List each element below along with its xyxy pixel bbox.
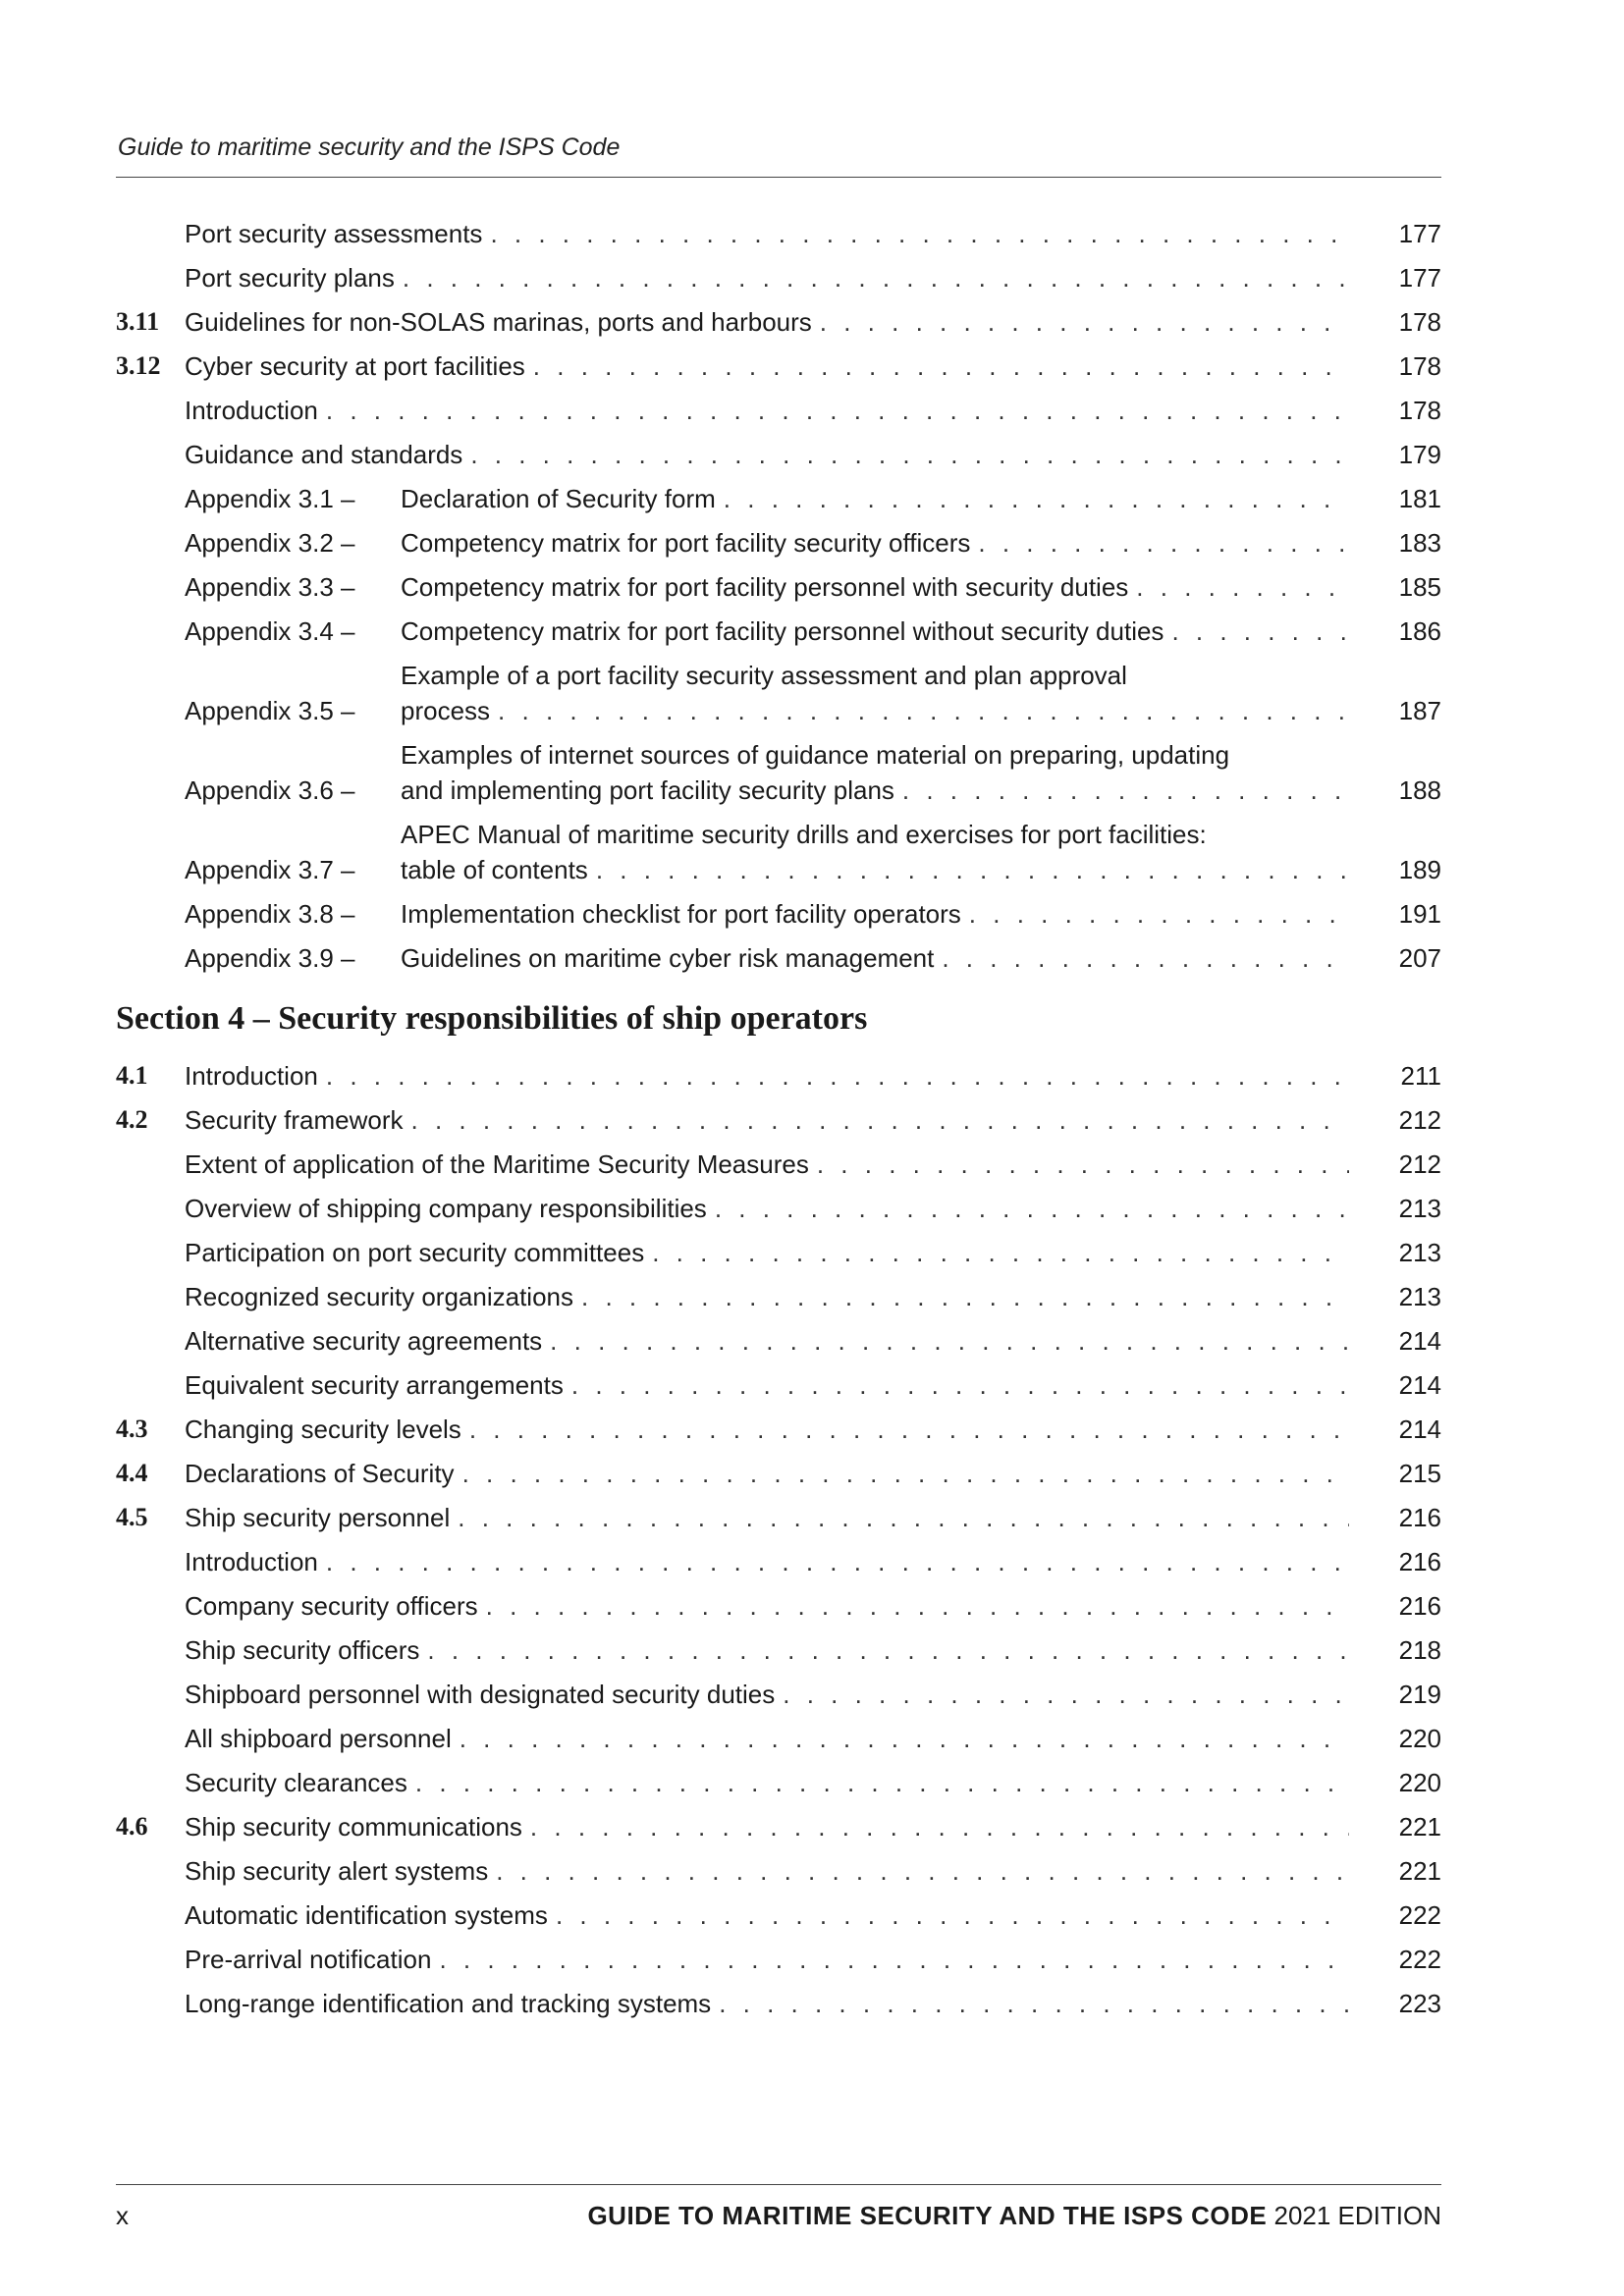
toc-entry[interactable] bbox=[116, 1279, 1441, 1314]
entry-title bbox=[185, 1456, 1353, 1491]
page-number: 178 bbox=[1398, 396, 1441, 425]
entry-title bbox=[185, 260, 1353, 295]
entry-title bbox=[185, 1191, 1353, 1226]
page-number: 179 bbox=[1398, 440, 1441, 469]
entry-title-line: Declaration of Security form bbox=[401, 484, 716, 513]
dot-leader bbox=[820, 304, 1349, 340]
entry-title bbox=[185, 1544, 1353, 1579]
entry-title-last-line bbox=[185, 1544, 1353, 1579]
dot-leader bbox=[403, 260, 1349, 295]
entry-title-line: Cyber security at port facilities bbox=[185, 351, 525, 381]
entry-title bbox=[185, 1147, 1353, 1182]
entry-title-line: Security framework bbox=[185, 1105, 404, 1135]
entry-body bbox=[185, 1456, 1353, 1491]
page-number: 221 bbox=[1398, 1856, 1441, 1886]
toc-entry[interactable] bbox=[116, 1765, 1441, 1800]
page-number: 185 bbox=[1398, 572, 1441, 602]
entry-body bbox=[185, 1323, 1353, 1359]
entry-body bbox=[185, 1235, 1353, 1270]
toc-entry[interactable] bbox=[116, 348, 1441, 384]
entry-title-last-line bbox=[185, 1058, 1353, 1094]
page-number: 207 bbox=[1398, 943, 1441, 973]
entry-title bbox=[401, 525, 1353, 561]
entry-body bbox=[185, 737, 1353, 808]
page-number: 212 bbox=[1398, 1149, 1441, 1179]
toc-entry[interactable] bbox=[116, 260, 1441, 295]
entry-body bbox=[185, 1412, 1353, 1447]
entry-body bbox=[185, 1367, 1353, 1403]
entry-title-last-line bbox=[401, 852, 1353, 887]
entry-title bbox=[401, 614, 1353, 649]
page-number: 188 bbox=[1398, 775, 1441, 805]
section-number: 4.2 bbox=[116, 1105, 148, 1134]
entry-title bbox=[185, 393, 1353, 428]
entry-title bbox=[185, 1412, 1353, 1447]
entry-body bbox=[185, 1721, 1353, 1756]
dot-leader bbox=[486, 1588, 1349, 1624]
dot-leader bbox=[1171, 614, 1349, 649]
toc-entry[interactable] bbox=[116, 1500, 1441, 1535]
entry-title-line: Extent of application of the Maritime Security Measures bbox=[185, 1149, 809, 1179]
toc-entry[interactable] bbox=[116, 817, 1441, 887]
dot-leader bbox=[978, 525, 1349, 561]
dot-leader bbox=[724, 481, 1349, 516]
appendix-label: Appendix 3.8 – bbox=[185, 899, 355, 929]
entry-body bbox=[185, 1809, 1353, 1844]
dot-leader bbox=[469, 1412, 1349, 1447]
entry-title-last-line bbox=[185, 348, 1353, 384]
entry-title bbox=[185, 1323, 1353, 1359]
entry-title bbox=[401, 658, 1353, 728]
entry-title-last-line bbox=[185, 1500, 1353, 1535]
page-number: 221 bbox=[1398, 1812, 1441, 1842]
page-number: 187 bbox=[1398, 696, 1441, 725]
entry-body bbox=[185, 1942, 1353, 1977]
toc-entry[interactable] bbox=[116, 737, 1441, 808]
entry-body bbox=[185, 348, 1353, 384]
entry-title-last-line bbox=[185, 1765, 1353, 1800]
entry-title-line: Implementation checklist for port facility operators bbox=[401, 899, 961, 929]
entry-title-last-line bbox=[401, 693, 1353, 728]
section-number: 4.1 bbox=[116, 1061, 148, 1090]
entry-title-line: Ship security alert systems bbox=[185, 1856, 489, 1886]
entry-title-last-line bbox=[185, 393, 1353, 428]
dot-leader bbox=[817, 1147, 1349, 1182]
entry-body bbox=[185, 1058, 1353, 1094]
section-number: 4.5 bbox=[116, 1503, 148, 1531]
page-number: 220 bbox=[1398, 1724, 1441, 1753]
toc-entry[interactable] bbox=[116, 1588, 1441, 1624]
entry-title-last-line bbox=[185, 1147, 1353, 1182]
entry-title-line: Introduction bbox=[185, 1547, 318, 1576]
page-number: 177 bbox=[1398, 263, 1441, 293]
toc-entry[interactable] bbox=[116, 1367, 1441, 1403]
dot-leader bbox=[439, 1942, 1349, 1977]
page-number: 189 bbox=[1398, 855, 1441, 884]
toc-entry[interactable] bbox=[116, 658, 1441, 728]
entry-title-last-line bbox=[185, 1102, 1353, 1138]
entry-title-line: Ship security officers bbox=[185, 1635, 420, 1665]
entry-title-last-line bbox=[185, 1588, 1353, 1624]
toc-entry[interactable] bbox=[116, 1632, 1441, 1668]
entry-title-last-line bbox=[185, 437, 1353, 472]
entry-title-last-line bbox=[401, 773, 1353, 808]
page-number: 214 bbox=[1398, 1326, 1441, 1356]
entry-title-line: Shipboard personnel with designated security duties bbox=[185, 1680, 776, 1709]
entry-title bbox=[401, 817, 1353, 887]
entry-body bbox=[185, 525, 1353, 561]
page-number: 213 bbox=[1398, 1282, 1441, 1311]
appendix-label: Appendix 3.9 – bbox=[185, 943, 355, 973]
entry-title-line: Guidelines for non-SOLAS marinas, ports and harbours bbox=[185, 307, 812, 337]
entry-body bbox=[185, 569, 1353, 605]
entry-title-last-line bbox=[185, 1191, 1353, 1226]
entry-title-last-line bbox=[401, 525, 1353, 561]
entry-title bbox=[185, 437, 1353, 472]
entry-title bbox=[185, 1809, 1353, 1844]
toc-entry[interactable] bbox=[116, 304, 1441, 340]
page-number: 216 bbox=[1398, 1591, 1441, 1621]
entry-title bbox=[185, 1102, 1353, 1138]
entry-title-last-line bbox=[185, 1853, 1353, 1889]
entry-body bbox=[185, 1853, 1353, 1889]
toc-entry[interactable] bbox=[116, 1677, 1441, 1712]
section-number: 4.3 bbox=[116, 1415, 148, 1443]
entry-body bbox=[185, 260, 1353, 295]
page-number: 214 bbox=[1398, 1415, 1441, 1444]
appendix-label: Appendix 3.2 – bbox=[185, 528, 355, 558]
dot-leader bbox=[1136, 569, 1349, 605]
entry-title-last-line bbox=[185, 260, 1353, 295]
entry-title-last-line bbox=[401, 481, 1353, 516]
dot-leader bbox=[556, 1897, 1349, 1933]
dot-leader bbox=[783, 1677, 1349, 1712]
toc-entry[interactable] bbox=[116, 1102, 1441, 1138]
toc-entry[interactable] bbox=[116, 569, 1441, 605]
entry-title bbox=[185, 1632, 1353, 1668]
entry-body bbox=[185, 216, 1353, 251]
table-of-contents bbox=[116, 216, 1441, 2030]
entry-body bbox=[185, 1544, 1353, 1579]
dot-leader bbox=[326, 1058, 1349, 1094]
entry-title-line: Competency matrix for port facility personnel without security duties bbox=[401, 616, 1164, 646]
entry-body bbox=[185, 1279, 1353, 1314]
entry-title bbox=[185, 1367, 1353, 1403]
entry-title-line: process bbox=[401, 696, 491, 725]
entry-title-line: Introduction bbox=[185, 1061, 318, 1091]
toc-entry[interactable] bbox=[116, 1323, 1441, 1359]
entry-title bbox=[185, 1897, 1353, 1933]
entry-title-line: Pre-arrival notification bbox=[185, 1945, 432, 1974]
page-number: 191 bbox=[1398, 899, 1441, 929]
toc-entry[interactable] bbox=[116, 1986, 1441, 2021]
entry-title-last-line bbox=[185, 1897, 1353, 1933]
dot-leader bbox=[942, 940, 1349, 976]
entry-title-last-line bbox=[401, 614, 1353, 649]
toc-entry[interactable] bbox=[116, 1147, 1441, 1182]
dot-leader bbox=[458, 1500, 1349, 1535]
entry-title-line: Competency matrix for port facility personnel with security duties bbox=[401, 572, 1129, 602]
toc-entry[interactable] bbox=[116, 614, 1441, 649]
page-number: 223 bbox=[1398, 1989, 1441, 2018]
entry-title bbox=[185, 1588, 1353, 1624]
entry-title bbox=[185, 1853, 1353, 1889]
dot-leader bbox=[496, 1853, 1349, 1889]
dot-leader bbox=[533, 348, 1349, 384]
entry-title bbox=[185, 348, 1353, 384]
dot-leader bbox=[969, 896, 1349, 932]
dot-leader bbox=[490, 216, 1349, 251]
toc-entry[interactable] bbox=[116, 1721, 1441, 1756]
entry-title-last-line bbox=[185, 1809, 1353, 1844]
entry-title-line: Recognized security organizations bbox=[185, 1282, 573, 1311]
entry-title-last-line bbox=[185, 1412, 1353, 1447]
entry-title-line: Automatic identification systems bbox=[185, 1900, 548, 1930]
section-number: 4.6 bbox=[116, 1812, 148, 1841]
entry-body bbox=[185, 304, 1353, 340]
entry-body bbox=[185, 437, 1353, 472]
page-footer bbox=[116, 2201, 1441, 2231]
toc-entry[interactable] bbox=[116, 1456, 1441, 1491]
dot-leader bbox=[326, 1544, 1349, 1579]
page-number: 212 bbox=[1398, 1105, 1441, 1135]
toc-entry[interactable] bbox=[116, 1853, 1441, 1889]
entry-title-line: Ship security personnel bbox=[185, 1503, 451, 1532]
entry-title-last-line bbox=[185, 1942, 1353, 1977]
toc-section-4-entries bbox=[116, 1058, 1441, 2021]
entry-title bbox=[401, 737, 1353, 808]
dot-leader bbox=[462, 1456, 1349, 1491]
entry-body bbox=[185, 1147, 1353, 1182]
page-number: 218 bbox=[1398, 1635, 1441, 1665]
toc-entry[interactable] bbox=[116, 1191, 1441, 1226]
entry-body bbox=[185, 817, 1353, 887]
page-number: 214 bbox=[1398, 1370, 1441, 1400]
header-rule bbox=[116, 177, 1441, 178]
toc-entry[interactable] bbox=[116, 896, 1441, 932]
page-number: 219 bbox=[1398, 1680, 1441, 1709]
page-number: 216 bbox=[1398, 1547, 1441, 1576]
dot-leader bbox=[427, 1632, 1349, 1668]
page-number: 216 bbox=[1398, 1503, 1441, 1532]
entry-title-line: Alternative security agreements bbox=[185, 1326, 543, 1356]
page-number-label: x bbox=[116, 2201, 129, 2230]
dot-leader bbox=[498, 693, 1349, 728]
page-number: 215 bbox=[1398, 1459, 1441, 1488]
entry-title-line: Port security assessments bbox=[185, 219, 483, 248]
entry-body bbox=[185, 940, 1353, 976]
toc-entry[interactable] bbox=[116, 1058, 1441, 1094]
entry-title-line: Examples of internet sources of guidance material on preparing, updating bbox=[401, 740, 1230, 770]
footer-title bbox=[587, 2201, 1441, 2231]
entry-title bbox=[401, 481, 1353, 516]
toc-entry[interactable] bbox=[116, 1897, 1441, 1933]
section-number: 3.12 bbox=[116, 351, 161, 380]
entry-title-line: Overview of shipping company responsibilities bbox=[185, 1194, 707, 1223]
entry-title-line: Port security plans bbox=[185, 263, 395, 293]
appendix-label: Appendix 3.3 – bbox=[185, 572, 355, 602]
appendix-label: Appendix 3.6 – bbox=[185, 775, 355, 805]
dot-leader bbox=[326, 393, 1349, 428]
entry-title-last-line bbox=[401, 896, 1353, 932]
entry-title-last-line bbox=[185, 1367, 1353, 1403]
toc-entry[interactable] bbox=[116, 216, 1441, 251]
entry-body bbox=[185, 1765, 1353, 1800]
entry-body bbox=[185, 1897, 1353, 1933]
entry-title-line: Guidelines on maritime cyber risk management bbox=[401, 943, 935, 973]
entry-body bbox=[185, 1191, 1353, 1226]
page-number: 222 bbox=[1398, 1900, 1441, 1930]
dot-leader bbox=[719, 1986, 1349, 2021]
appendix-label: Appendix 3.7 – bbox=[185, 855, 355, 884]
page-number: 183 bbox=[1398, 528, 1441, 558]
entry-title bbox=[185, 1986, 1353, 2021]
running-head: Guide to maritime security and the ISPS Code bbox=[118, 133, 621, 161]
entry-body bbox=[185, 1632, 1353, 1668]
entry-body bbox=[185, 1986, 1353, 2021]
entry-body bbox=[185, 1677, 1353, 1712]
dot-leader bbox=[530, 1809, 1349, 1844]
entry-title bbox=[401, 569, 1353, 605]
entry-body bbox=[185, 1102, 1353, 1138]
page-number: 181 bbox=[1398, 484, 1441, 513]
entry-title bbox=[185, 1677, 1353, 1712]
entry-title-last-line bbox=[185, 304, 1353, 340]
entry-title-last-line bbox=[401, 569, 1353, 605]
entry-title bbox=[401, 896, 1353, 932]
page-number: 211 bbox=[1400, 1061, 1441, 1091]
entry-body bbox=[185, 1588, 1353, 1624]
toc-entry[interactable] bbox=[116, 1412, 1441, 1447]
toc-entry[interactable] bbox=[116, 1809, 1441, 1844]
toc-entry[interactable] bbox=[116, 393, 1441, 428]
toc-section-3-entries bbox=[116, 216, 1441, 976]
page-number: 178 bbox=[1398, 351, 1441, 381]
entry-body bbox=[185, 896, 1353, 932]
footer-book-title: GUIDE TO MARITIME SECURITY AND THE ISPS CODE bbox=[587, 2201, 1268, 2230]
appendix-label: Appendix 3.5 – bbox=[185, 696, 355, 725]
page-number: 222 bbox=[1398, 1945, 1441, 1974]
entry-title bbox=[185, 216, 1353, 251]
dot-leader bbox=[415, 1765, 1349, 1800]
section-heading: Section 4 – Security responsibilities of ship operators bbox=[116, 1000, 868, 1037]
section-number: 3.11 bbox=[116, 307, 160, 336]
entry-title-last-line bbox=[401, 940, 1353, 976]
dot-leader bbox=[550, 1323, 1349, 1359]
entry-title-last-line bbox=[185, 1279, 1353, 1314]
entry-title-line: Company security officers bbox=[185, 1591, 478, 1621]
appendix-label: Appendix 3.4 – bbox=[185, 616, 355, 646]
toc-entry[interactable] bbox=[116, 437, 1441, 472]
entry-title bbox=[185, 1058, 1353, 1094]
dot-leader bbox=[470, 437, 1349, 472]
entry-title-line: APEC Manual of maritime security drills and exercises for port facilities: bbox=[401, 820, 1207, 849]
entry-title-last-line bbox=[185, 1235, 1353, 1270]
page-number: 178 bbox=[1398, 307, 1441, 337]
dot-leader bbox=[715, 1191, 1349, 1226]
entry-title bbox=[185, 304, 1353, 340]
entry-title-last-line bbox=[185, 1456, 1353, 1491]
entry-title bbox=[185, 1500, 1353, 1535]
entry-title-line: Guidance and standards bbox=[185, 440, 463, 469]
entry-title-line: Competency matrix for port facility security officers bbox=[401, 528, 971, 558]
page-number: 220 bbox=[1398, 1768, 1441, 1797]
entry-title bbox=[185, 1721, 1353, 1756]
section-number: 4.4 bbox=[116, 1459, 148, 1487]
entry-title bbox=[401, 940, 1353, 976]
toc-entry[interactable] bbox=[116, 525, 1441, 561]
footer-rule bbox=[116, 2184, 1441, 2185]
entry-title-line: Introduction bbox=[185, 396, 318, 425]
toc-entry[interactable] bbox=[116, 1235, 1441, 1270]
dot-leader bbox=[652, 1235, 1349, 1270]
footer-edition: 2021 EDITION bbox=[1273, 2201, 1441, 2230]
dot-leader bbox=[411, 1102, 1350, 1138]
toc-entry[interactable] bbox=[116, 481, 1441, 516]
entry-title-line: Equivalent security arrangements bbox=[185, 1370, 564, 1400]
entry-title-line: All shipboard personnel bbox=[185, 1724, 452, 1753]
entry-title-line: table of contents bbox=[401, 855, 588, 884]
entry-title-line: Participation on port security committees bbox=[185, 1238, 645, 1267]
entry-title-last-line bbox=[185, 216, 1353, 251]
dot-leader bbox=[902, 773, 1349, 808]
entry-body bbox=[185, 658, 1353, 728]
entry-title-line: Long-range identification and tracking systems bbox=[185, 1989, 712, 2018]
entry-body bbox=[185, 481, 1353, 516]
toc-entry[interactable] bbox=[116, 940, 1441, 976]
toc-entry[interactable] bbox=[116, 1544, 1441, 1579]
entry-title-line: and implementing port facility security plans bbox=[401, 775, 894, 805]
dot-leader bbox=[571, 1367, 1349, 1403]
entry-body bbox=[185, 614, 1353, 649]
toc-entry[interactable] bbox=[116, 1942, 1441, 1977]
page-number: 186 bbox=[1398, 616, 1441, 646]
appendix-label: Appendix 3.1 – bbox=[185, 484, 355, 513]
entry-title-line: Security clearances bbox=[185, 1768, 407, 1797]
entry-title-line: Changing security levels bbox=[185, 1415, 461, 1444]
entry-body bbox=[185, 393, 1353, 428]
entry-title bbox=[185, 1279, 1353, 1314]
dot-leader bbox=[596, 852, 1349, 887]
entry-title-last-line bbox=[185, 1986, 1353, 2021]
entry-title-line: Example of a port facility security assessment and plan approval bbox=[401, 661, 1127, 690]
entry-title-last-line bbox=[185, 1632, 1353, 1668]
entry-title-last-line bbox=[185, 1721, 1353, 1756]
entry-title-line: Declarations of Security bbox=[185, 1459, 455, 1488]
page-number: 177 bbox=[1398, 219, 1441, 248]
entry-title-last-line bbox=[185, 1323, 1353, 1359]
dot-leader bbox=[581, 1279, 1349, 1314]
page-number: 213 bbox=[1398, 1238, 1441, 1267]
page-number: 213 bbox=[1398, 1194, 1441, 1223]
entry-body bbox=[185, 1500, 1353, 1535]
entry-title-last-line bbox=[185, 1677, 1353, 1712]
dot-leader bbox=[460, 1721, 1349, 1756]
entry-title bbox=[185, 1765, 1353, 1800]
entry-title bbox=[185, 1235, 1353, 1270]
entry-title-line: Ship security communications bbox=[185, 1812, 522, 1842]
entry-title bbox=[185, 1942, 1353, 1977]
